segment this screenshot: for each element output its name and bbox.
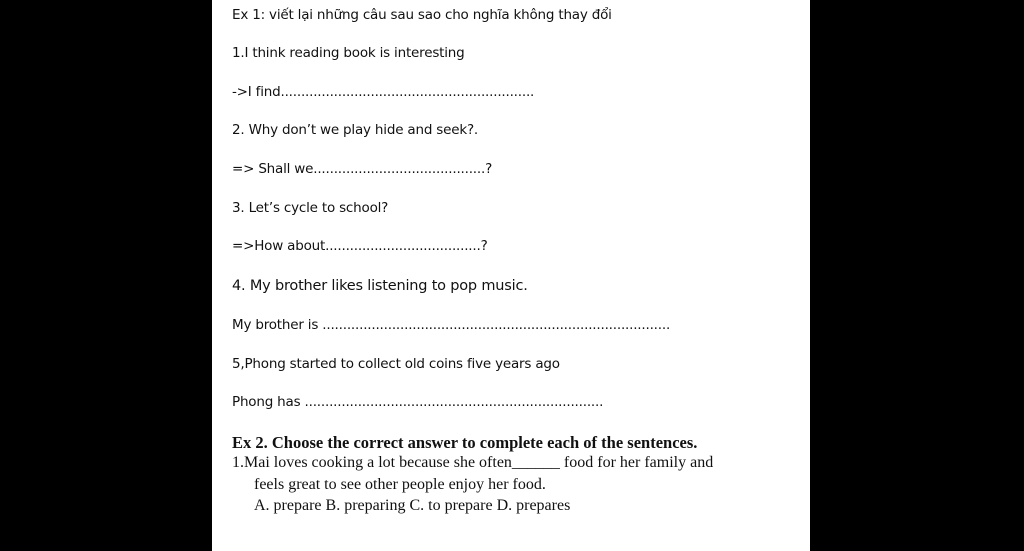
question-5: 5,Phong started to collect old coins five years ago xyxy=(232,356,560,372)
answer-5: Phong has ......................................................................... xyxy=(232,394,604,410)
answer-4: My brother is ..................................................................................... xyxy=(232,317,671,333)
document-page xyxy=(212,0,810,551)
answer-1: ->I find.............................................................. xyxy=(232,84,535,100)
question-4: 4. My brother likes listening to pop music. xyxy=(232,278,528,294)
answer-2: => Shall we..........................................? xyxy=(232,161,493,177)
question-2: 2. Why don’t we play hide and seek?. xyxy=(232,122,479,138)
question-3: 3. Let’s cycle to school? xyxy=(232,200,389,216)
exercise-1-heading: Ex 1: viết lại những câu sau sao cho nghĩa không thay đổi xyxy=(232,7,612,23)
ex2-question-1-line-2: feels great to see other people enjoy her food. xyxy=(254,476,546,493)
ex2-question-1-line-1: 1.Mai loves cooking a lot because she often______ food for her family and xyxy=(232,454,714,471)
exercise-2-heading: Ex 2. Choose the correct answer to complete each of the sentences. xyxy=(232,433,698,452)
answer-3: =>How about......................................? xyxy=(232,238,488,254)
ex2-question-1-options: A. prepare B. preparing C. to prepare D. prepares xyxy=(254,497,571,514)
question-1: 1.I think reading book is interesting xyxy=(232,45,465,61)
